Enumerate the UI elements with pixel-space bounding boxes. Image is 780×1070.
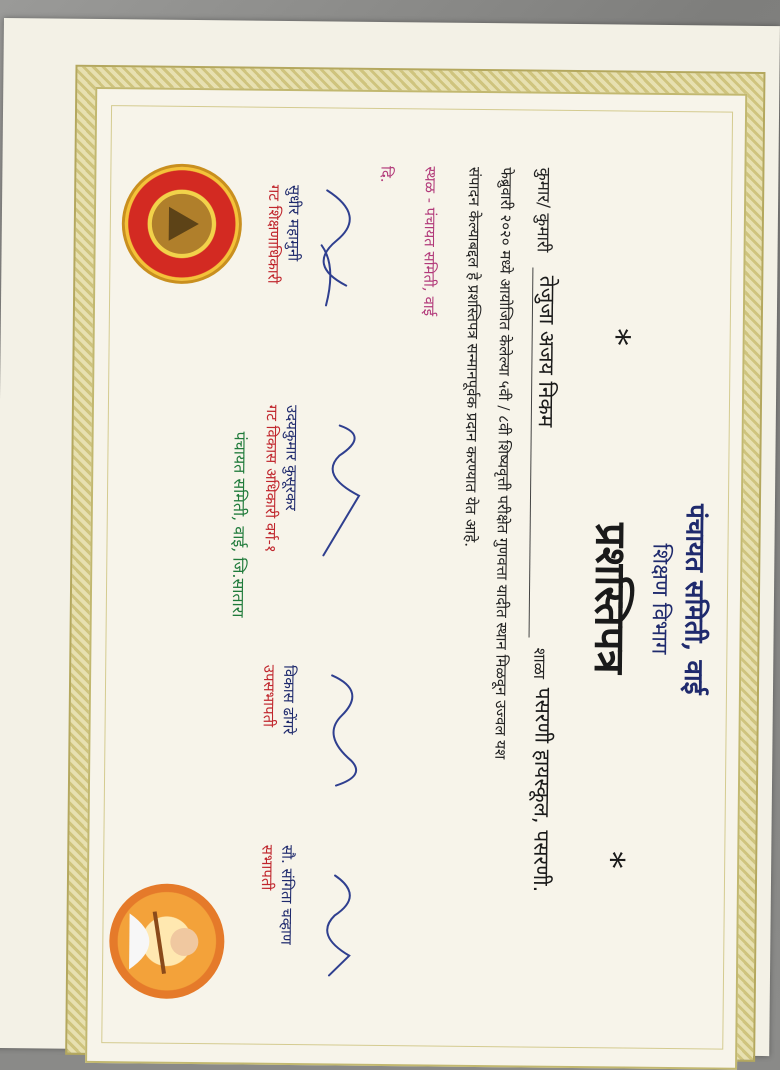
recipient-underline [529, 268, 534, 638]
title-row [577, 308, 643, 889]
place-label: स्थळ - पंचायत समिती, वाई [419, 166, 440, 317]
school-name: पसरणी हायस्कूल, पसरणी. [528, 687, 556, 893]
certificate-paper [0, 18, 780, 1056]
signature-2 [308, 415, 380, 566]
recipient-prefix: कुमार/ कुमारी [532, 167, 554, 253]
saraswati-emblem-icon [109, 883, 225, 999]
title-star-left: * [596, 328, 637, 346]
department-name: शिक्षण विभाग [646, 543, 673, 655]
issuer-footer: पंचायत समिती, वाई, जि.सातारा [228, 431, 250, 618]
signatory-name: उदयकुमार कुसूरकर [281, 404, 301, 511]
scholarship-emblem-icon [121, 163, 242, 284]
signature-3 [306, 665, 377, 796]
school-label: शाळा [530, 647, 550, 680]
signatory-designation: गट शिक्षणाधिकारी [264, 184, 284, 284]
signatory-3 [258, 665, 299, 805]
org-name: पंचायत समिती, वाई [677, 503, 710, 695]
signatory-4 [256, 845, 298, 1005]
certificate-content [103, 143, 732, 1039]
body-line-2: फेब्रुवारी २०२० मध्ये आयोजित केलेल्या ५वी / ८वी शिष्यवृत्ती परीक्षेत गुणवत्ता यादीत स्थान मिळवून उज्वल यश [491, 167, 516, 760]
certificate-title: प्रशस्तिपत्र [585, 522, 636, 674]
signatory-designation: उपसभापती [259, 664, 279, 728]
signatory-name: सौ. संगिता चव्हाण [277, 844, 297, 945]
date-label: दि. [377, 165, 396, 183]
body-line-3: संपादन केल्याबद्दल हे प्रशस्तिपत्र सन्मानपूर्वक प्रदान करण्यात येत आहे. [461, 166, 484, 548]
signatory-2 [260, 405, 302, 605]
signatory-designation: सभापती [257, 844, 277, 891]
signatory-1 [263, 185, 305, 345]
recipient-line [517, 167, 562, 1027]
title-star-right: * [591, 851, 632, 869]
recipient-name: तेजुजा अजय निकम [533, 275, 560, 428]
signature-1 [306, 185, 377, 316]
signatory-designation: गट विकास अधिकारी वर्ग-१ [261, 404, 281, 553]
signatory-name: विकास ढोंगरे [279, 664, 299, 735]
signatory-name: सुधीर महामुनी [284, 184, 304, 262]
signature-4 [304, 865, 375, 986]
